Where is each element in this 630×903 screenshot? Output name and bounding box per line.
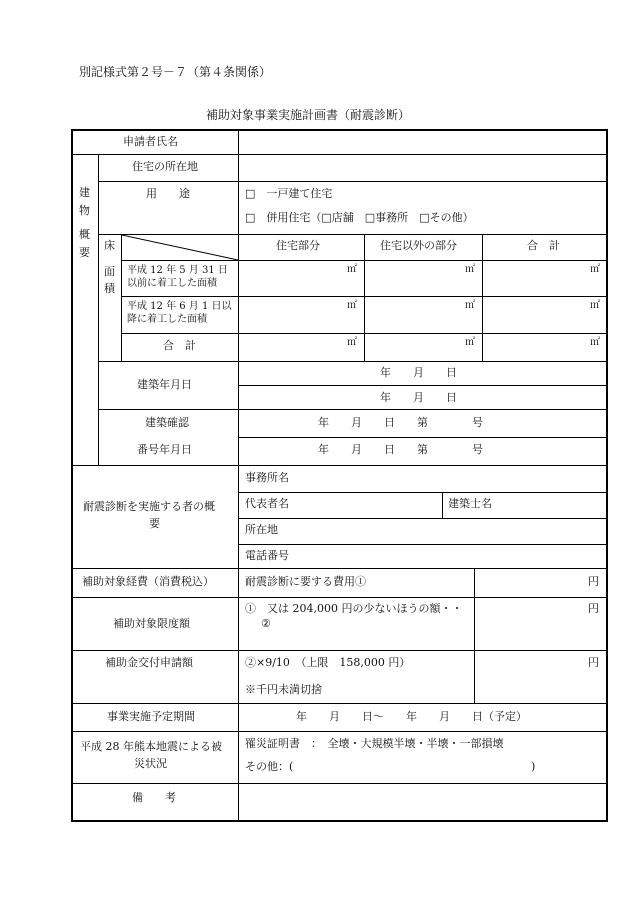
confirm-line: 年 月 日 第 号 [318, 443, 483, 456]
diagnoser-label: 耐震診断を実施する者の概 [83, 500, 215, 513]
built-date-line: 年 月 日 [380, 366, 457, 379]
cost-content: 耐震診断に要する費用① [245, 575, 366, 588]
representative-label: 代表者名 [245, 497, 289, 510]
grant-line: ②×9/10 （上限 158,000 円） [245, 656, 411, 669]
unit: ㎡ [347, 300, 357, 311]
use-option-mixed: □ 併用住宅（□店舗 □事務所 □その他） [245, 211, 474, 224]
col-residential: 住宅部分 [276, 239, 320, 252]
building-char: 物 [79, 204, 90, 217]
built-date-line: 年 月 日 [380, 391, 457, 404]
area-row2-label: 降に着工した面積 [127, 314, 207, 325]
unit: ㎡ [465, 300, 475, 311]
area-char: 床 [104, 239, 115, 252]
area-row1-label: 以前に着工した面積 [127, 278, 217, 289]
building-char: 要 [79, 246, 90, 259]
unit: ㎡ [347, 337, 357, 348]
unit: ㎡ [590, 300, 600, 311]
yen-label: 円 [588, 575, 599, 588]
built-date-label: 建築年月日 [137, 378, 192, 391]
grant-label: 補助金交付申請額 [105, 656, 193, 669]
unit: ㎡ [465, 264, 475, 275]
damage-certificate: 罹災証明書 ： 全壊・大規模半壊・半壊・一部損壊 [245, 737, 504, 750]
area-row2-label: 平成 12 年 6 月 1 日以 [127, 301, 232, 312]
office-name-label: 事務所名 [245, 471, 289, 484]
cost-label: 補助対象経費（消費税込） [82, 575, 214, 588]
damage-label: 平成 28 年熊本地震による被 [80, 740, 222, 753]
office-address-label: 所在地 [245, 523, 278, 536]
damage-label: 災状況 [134, 757, 167, 770]
use-label: 用 途 [146, 187, 190, 200]
period-label: 事業実施予定期間 [107, 710, 195, 723]
unit: ㎡ [347, 264, 357, 275]
use-option-detached: □ 一戸建て住宅 [245, 187, 333, 200]
confirm-line: 年 月 日 第 号 [318, 416, 483, 429]
diagnoser-label: 要 [149, 517, 160, 530]
form-number: 別記様式第２号－７（第４条関係） [79, 65, 272, 79]
building-char: 建 [79, 186, 90, 199]
area-char: 積 [104, 282, 115, 295]
unit: ㎡ [590, 264, 600, 275]
damage-other-close: ) [531, 760, 536, 773]
col-non-residential: 住宅以外の部分 [380, 239, 457, 252]
area-row3-label: 合 計 [163, 339, 196, 352]
col-total: 合 計 [527, 239, 560, 252]
limit-line: ② [261, 617, 271, 630]
remarks-label: 備 考 [132, 791, 176, 804]
page-title: 補助対象事業実施計画書（耐震診断） [206, 108, 411, 122]
confirm-label: 建築確認 [145, 416, 189, 429]
yen-label: 円 [588, 656, 599, 669]
unit: ㎡ [465, 337, 475, 348]
limit-label: 補助対象限度額 [113, 617, 190, 630]
building-char: 概 [79, 228, 90, 241]
phone-label: 電話番号 [245, 549, 289, 562]
damage-other: その他：( [245, 760, 294, 773]
grant-note: ※千円未満切捨 [245, 683, 322, 696]
yen-label: 円 [588, 602, 599, 615]
limit-line: ① 又は 204,000 円の少ないほうの額・・ [245, 602, 463, 615]
unit: ㎡ [590, 337, 600, 348]
area-char: 面 [104, 265, 115, 278]
area-row1-label: 平成 12 年 5 月 31 日 [127, 265, 228, 276]
address-label: 住宅の所在地 [132, 160, 198, 173]
architect-label: 建築士名 [448, 497, 492, 510]
confirm-label: 番号年月日 [137, 443, 192, 456]
applicant-name-label: 申請者氏名 [123, 135, 178, 148]
period-content: 年 月 日～ 年 月 日（予定） [296, 710, 527, 723]
